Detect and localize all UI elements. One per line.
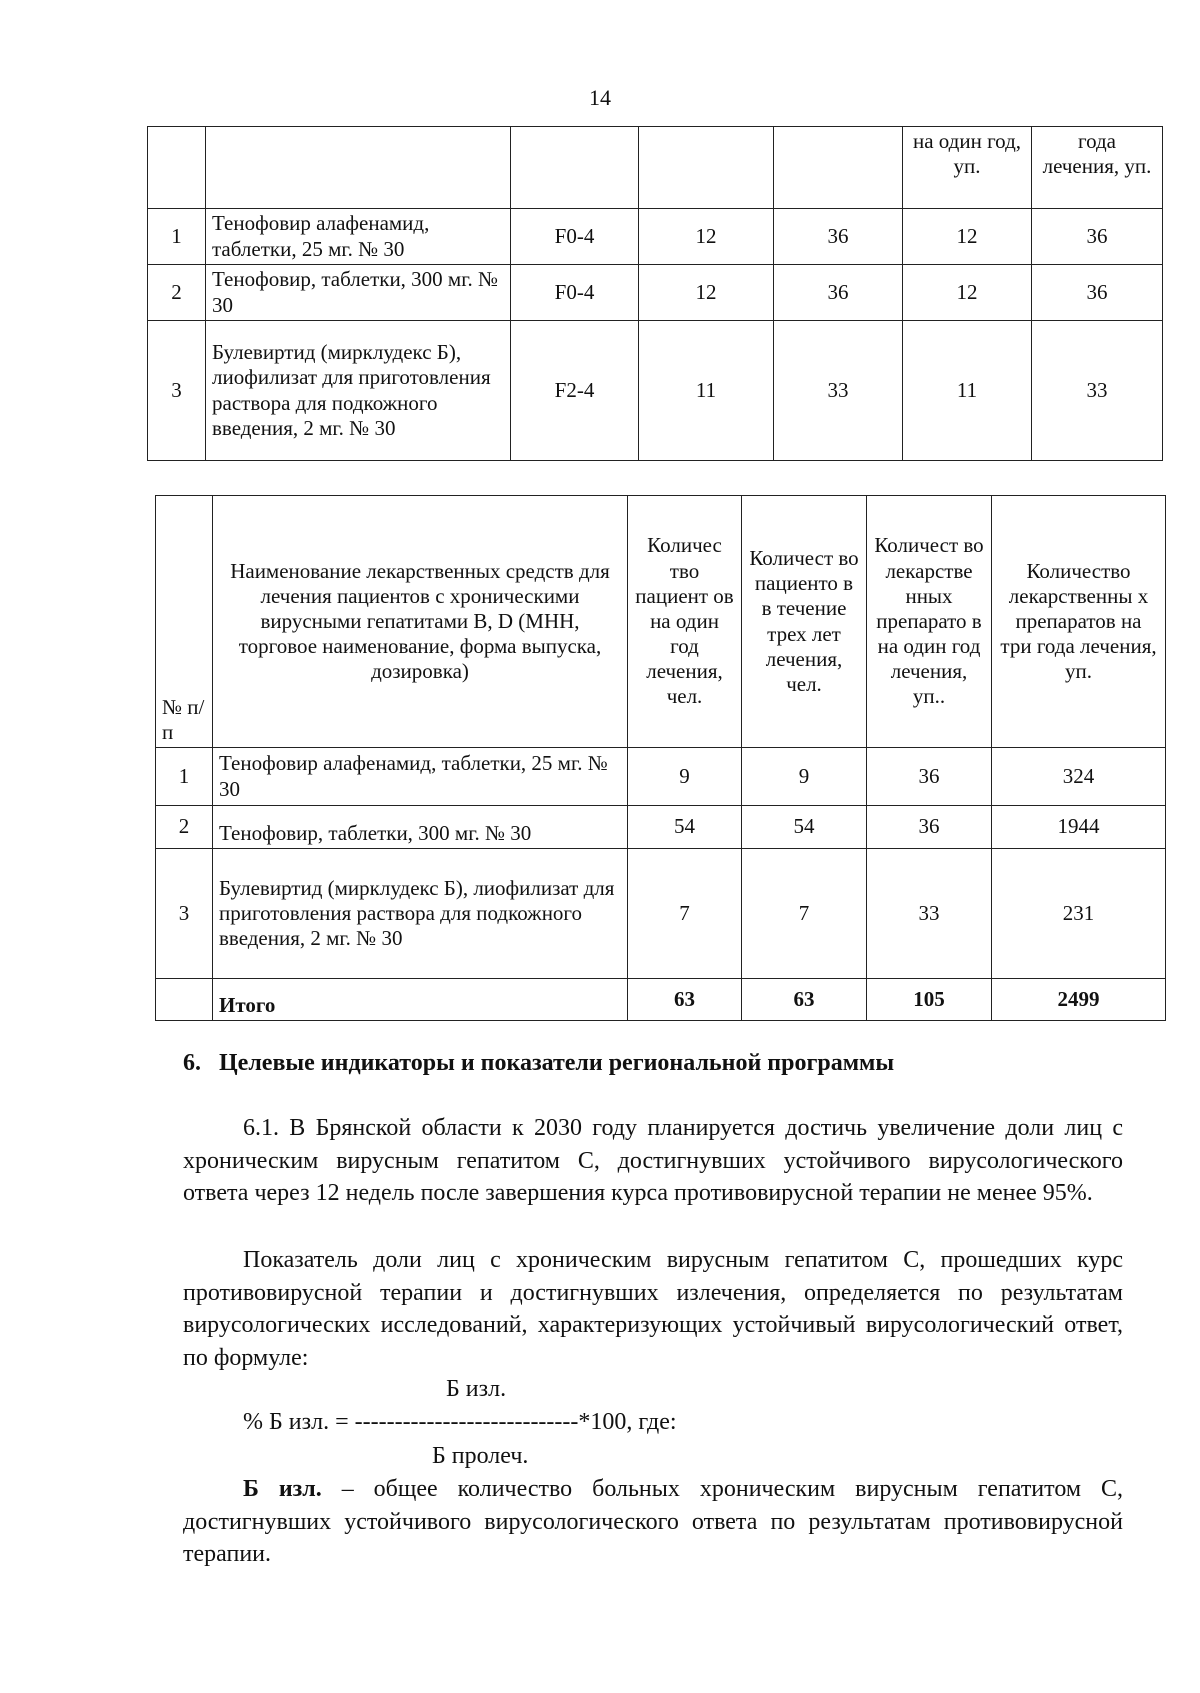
paragraph: Показатель доли лиц с хроническим вирусным гепатитом С, прошедших курс противовирусной терапии и достигнувших излечения, определяется по результатам вирусологических исследований, характеризующих устойчивый вирусологический ответ, по формуле: xyxy=(183,1247,1123,1371)
paragraph xyxy=(183,1473,1123,1571)
drug-name: Тенофовир, таблетки, 300 мг. № 30 xyxy=(213,806,628,849)
header-cell: Наименование лекарственных средств для лечения пациентов с хроническими вирусными гепатитами В, D (МНН, торговое наименование, форма выпуска, дозировка) xyxy=(213,496,628,748)
total-label: Итого xyxy=(213,979,628,1021)
drug-table-continued xyxy=(147,126,1163,461)
drug-name: Тенофовир алафенамид, таблетки, 25 мг. № 30 xyxy=(213,748,628,806)
drug-name: Булевиртид (мирклудекс Б), лиофилизат для приготовления раствора для подкожного введения, 2 мг. № 30 xyxy=(206,321,511,461)
formula-denominator: Б пролеч. xyxy=(432,1443,529,1469)
header-cell: № п/п xyxy=(156,496,213,748)
drug-name: Тенофовир, таблетки, 300 мг. № 30 xyxy=(206,265,511,321)
table-row: 1 Тенофовир алафенамид, таблетки, 25 мг. № 30 9 9 36 324 xyxy=(156,748,1166,806)
table-total-row: Итого 63 63 105 2499 xyxy=(156,979,1166,1021)
formula: % Б изл. = ----------------------------*100, где: xyxy=(243,1409,677,1435)
header-cell: Количест во лекарстве нных препарато в на один год лечения, уп.. xyxy=(867,496,992,748)
page-number: 14 xyxy=(589,85,611,110)
section-heading: 6. Целевые индикаторы и показатели региональной программы xyxy=(183,1050,895,1076)
header-cell: на один год, уп. xyxy=(903,127,1032,209)
table-header-row xyxy=(156,496,1166,748)
header-cell: Количество лекарственны х препаратов на три года лечения, уп. xyxy=(992,496,1166,748)
table-row: 3 Булевиртид (мирклудекс Б), лиофилизат для приготовления раствора для подкожного введения, 2 мг. № 30 F2-4 11 33 11 33 xyxy=(148,321,1163,461)
formula-numerator: Б изл. xyxy=(446,1376,507,1402)
table-row: 3 Булевиртид (мирклудекс Б), лиофилизат для приготовления раствора для подкожного введения, 2 мг. № 30 7 7 33 231 xyxy=(156,849,1166,979)
drug-name: Тенофовир алафенамид, таблетки, 25 мг. № 30 xyxy=(206,209,511,265)
term-definition: – общее количество больных хроническим вирусным гепатитом С, достигнувших устойчивого вирусологического ответа по результатам противовирусной терапии. xyxy=(183,1476,1124,1567)
header-cell: Количест во пациенто в в течение трех лет лечения, чел. xyxy=(742,496,867,748)
table-header-row xyxy=(148,127,1163,209)
table-row: 2 Тенофовир, таблетки, 300 мг. № 30 F0-4 12 36 12 36 xyxy=(148,265,1163,321)
paragraph: 6.1. В Брянской области к 2030 году планируется достичь увеличение доли лиц с хроническим вирусным гепатитом С, достигнувших устойчивого вирусологического ответа через 12 недель после завершения курса противовирусной терапии не менее 95%. xyxy=(183,1115,1123,1206)
term: Б изл. xyxy=(243,1476,322,1502)
drug-name: Булевиртид (мирклудекс Б), лиофилизат для приготовления раствора для подкожного введения, 2 мг. № 30 xyxy=(213,849,628,979)
header-cell: года лечения, уп. xyxy=(1032,127,1163,209)
table-row: 2 Тенофовир, таблетки, 300 мг. № 30 54 54 36 1944 xyxy=(156,806,1166,849)
drug-summary-table xyxy=(155,495,1166,1021)
table-row: 1 Тенофовир алафенамид, таблетки, 25 мг. № 30 F0-4 12 36 12 36 xyxy=(148,209,1163,265)
header-cell: Количес тво пациент ов на один год лечения, чел. xyxy=(628,496,742,748)
